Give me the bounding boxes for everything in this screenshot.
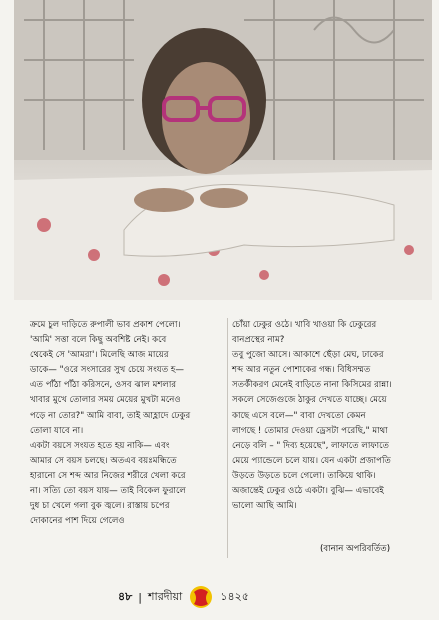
- left-line: ডাকে— "ওরে সংসারের সুখ চেয়ে সংযত হ—: [30, 365, 185, 376]
- left-line: 'আমি' সত্তা বলে কিছু অবশিষ্ট নেই। কবে: [30, 335, 167, 346]
- right-line: তবু পুজো আসে। আকাশে ছেঁড়া মেঘ, ঢাকের: [232, 350, 384, 361]
- right-line: সকলে সেজেগুজে ঠাকুর দেখতে যাচ্ছে। মেয়ে: [232, 395, 387, 406]
- left-line: থেকেই সে 'আমরা'। মিলেছি আজ মায়ের: [30, 350, 169, 361]
- left-line: আমার সে বয়স চলছে। অতএব বয়ঃমন্ধিতে: [30, 455, 177, 466]
- footer-separator: |: [138, 590, 142, 604]
- right-line: সতর্কীকরণ মেনেই বাড়িতে নানা কিসিমের রান্না।: [232, 380, 392, 391]
- left-line: দুধ চা খেলে গলা বুক জ্বলে। রাস্তায় চপের: [30, 501, 170, 512]
- left-line: পড়ে না তোর?" আমি বাবা, তাই আহ্লাদে ঢেকুর: [30, 410, 191, 421]
- footer-year: ১৪২৫: [220, 589, 249, 603]
- left-line: একটা বয়সে সংযত হতে হয় নাকি— এবং: [30, 440, 170, 451]
- right-line: শব্দ আর নতুন পোশাকের গন্ধ। বিধিসম্মত: [232, 365, 371, 376]
- left-line: খাবার মুখে তোলার সময় মেয়ের মুখটা মনেও: [30, 395, 181, 406]
- right-line: লাগছে ! তোমার দেওয়া ড্রেসটা পরেছি," মাথা: [232, 425, 388, 436]
- left-line: তোলা যাবে না।: [30, 425, 84, 436]
- left-line: ক্রমে চুল দাড়িতে রুপালী ভাব প্রকাশ পেলো।: [30, 320, 181, 330]
- right-line: ভালো আছি আমি।: [232, 501, 297, 512]
- right-line: নেড়ে বলি – " দিব্য হয়েছে", লাফাতে লাফাতে: [232, 440, 389, 451]
- right-line: বানপ্রস্থের নাম?: [232, 335, 285, 346]
- right-line: অজান্তেই ঢেকুর ওঠে একটা। বুঝি— এভাবেই: [232, 486, 384, 497]
- page-number: ৪৮: [118, 589, 133, 603]
- left-line: না। সত্যি তো বয়স যায়— তাই বিকেল ফুরালে: [30, 486, 186, 497]
- cover-photo: [14, 0, 432, 300]
- right-line: কাছে এসে বলে—" বাবা দেখতো কেমন: [232, 410, 366, 421]
- girl-photo-illustration: [14, 0, 432, 300]
- article-left-column: [30, 318, 226, 529]
- left-line: এত পাঁঠা পাঁঠা করিসনে, ওসব ঝাল মশলার: [30, 380, 177, 391]
- spelling-credit: (বানান অপরিবর্তিত): [320, 544, 391, 554]
- article-right-column: [232, 318, 432, 514]
- right-line: চোঁয়া ঢেকুর ওঠে। খাবি খাওয়া কি ঢেকুরের: [232, 320, 377, 330]
- right-line: উড়তে উড়তে চলে গেলো। তাকিয়ে থাকি।: [232, 470, 376, 481]
- left-line: হারানো সে শব্দ আর নিজের শরীরে খেলা করে: [30, 470, 186, 481]
- left-line: দোকানের পাশ দিয়ে গেলেও: [30, 516, 125, 527]
- column-divider: [227, 318, 228, 558]
- footer-label: শারদীয়া: [148, 589, 183, 603]
- right-line: মেয়ে প্যান্ডেলে চলে যায়। যেন একটা প্রজাপতি: [232, 455, 391, 466]
- page-footer: [0, 578, 439, 608]
- magazine-logo-icon: [188, 584, 214, 610]
